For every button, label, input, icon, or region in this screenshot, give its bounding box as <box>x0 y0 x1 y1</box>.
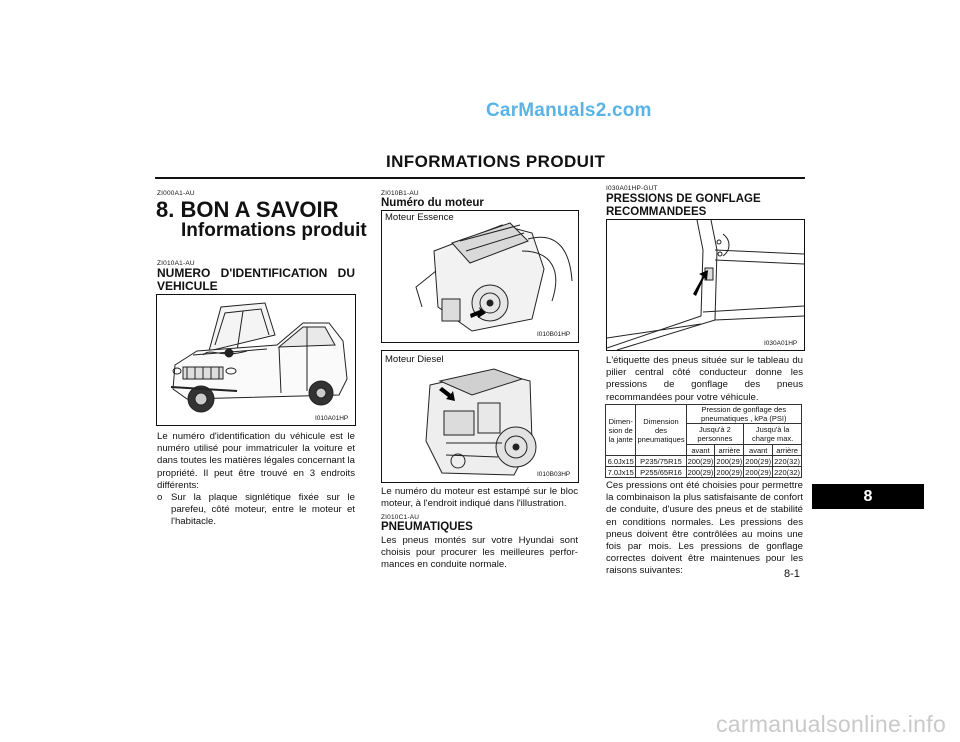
col-front-header: avant <box>686 445 715 456</box>
petrol-engine-label: Moteur Essence <box>385 212 454 223</box>
petrol-engine-figure <box>381 210 579 343</box>
col-max-load-header: Jusqu'à la charge max. <box>744 424 802 445</box>
diesel-engine-figure-code: I010B03HP <box>537 471 571 478</box>
table-cell: 200(29) <box>716 456 743 466</box>
tires-paragraph: Les pneus montés sur votre Hyundai sont choisis pour procurer les meilleures perfor-mances en conduite normale. <box>381 535 578 571</box>
tires-heading: PNEUMATIQUES <box>381 521 473 533</box>
pressure-paragraph: Ces pressions ont été choisies pour permettre la combinaison la plus satisfaisante de confort de conduite, d'usure des pneus et de stabilité en conditions normales. Les pressions des pneus doivent être contrôlées au moins une fois par mois. Les pressions de gonflage correctes doivent être maintenues pour les raisons suivantes: <box>606 480 803 577</box>
diesel-engine-label: Moteur Diesel <box>385 354 444 365</box>
engine-paragraph: Le numéro du moteur est estampé sur le bloc moteur, à l'endroit indiqué dans l'illustration. <box>381 486 578 510</box>
table-cell: 200(29) <box>687 467 714 477</box>
watermark-carmanualsonline: carmanualsonline.info <box>716 711 947 737</box>
col-two-persons-header: Jusqu'à 2 personnes <box>686 424 744 445</box>
col-rear-header: arrière <box>715 445 744 456</box>
col-front-header: avant <box>744 445 773 456</box>
table-cell: 7.0Jx15 <box>606 467 636 478</box>
col-pressure-header: Pression de gonflage des pneumatiques , kPa (PSI) <box>686 405 801 424</box>
section-code: ZI000A1-AU <box>157 190 195 197</box>
section-title: 8. BON A SAVOIR <box>156 197 339 222</box>
table-row <box>606 467 802 478</box>
petrol-engine-illustration <box>382 211 578 342</box>
chapter-tab[interactable]: 8 <box>812 484 924 509</box>
table-cell: 6.0Jx15 <box>606 456 636 467</box>
vin-location-bullet: Sur la plaque signlétique fixée sur le parefeu, côté moteur, entre le moteur et l'habitacle. <box>171 492 355 528</box>
b-pillar-illustration <box>607 220 804 350</box>
diesel-engine-illustration <box>382 351 578 482</box>
col-rim-dimension-header: Dimen-sion de la jante <box>606 405 636 456</box>
tire-pressure-table <box>605 404 802 478</box>
pressure-heading-line2: RECOMMANDEES <box>606 206 707 218</box>
tires-code: ZI010C1-AU <box>381 514 420 521</box>
table-cell: 220(32) <box>774 456 800 466</box>
section-subtitle: Informations produit <box>181 220 367 241</box>
diesel-engine-figure <box>381 350 579 483</box>
pillar-figure-code: I030A01HP <box>764 340 798 347</box>
page-header: INFORMATIONS PRODUIT <box>386 152 606 171</box>
page-number: 8-1 <box>784 568 800 580</box>
table-cell: 200(29) <box>745 467 772 477</box>
label-location-arrow <box>693 270 708 296</box>
vehicle-figure-code: I010A01HP <box>315 415 349 422</box>
vehicle-hood-open-illustration <box>157 295 355 425</box>
pressure-heading-line1: PRESSIONS DE GONFLAGE <box>606 193 761 205</box>
pressure-code: I030A01HP-GUT <box>606 185 658 192</box>
vin-code: ZI010A1-AU <box>157 260 195 267</box>
petrol-engine-figure-code: I010B01HP <box>537 331 571 338</box>
header-rule <box>155 177 805 179</box>
vin-heading-line1: NUMERO D'IDENTIFICATION DU <box>157 266 355 280</box>
table-cell: 200(29) <box>716 467 743 477</box>
vin-paragraph: Le numéro d'identification du véhicule est le numéro utilisé pour immatriculer la voiture et dans toutes les matières légales concernant la propriété. Il peut être trouvé en 3 endroits différents: <box>157 431 355 491</box>
table-cell: 200(29) <box>745 456 772 466</box>
table-cell: P235/75R15 <box>636 456 686 467</box>
col-rear-header: arrière <box>773 445 802 456</box>
table-cell: 200(29) <box>687 456 714 466</box>
table-row <box>606 456 802 467</box>
vehicle-figure <box>156 294 356 426</box>
pillar-label-figure <box>606 219 805 351</box>
bullet-marker: o <box>157 492 163 503</box>
tire-label-paragraph: L'étiquette des pneus située sur le tableau du pilier central côté conducteur donne les pressions de gonflage des pneus recommandées pour votre véhicule. <box>606 355 803 403</box>
engine-heading: Numéro du moteur <box>381 197 484 209</box>
col-tire-size-header: Dimension des pneumatiques <box>636 405 686 456</box>
table-cell: 220(32) <box>774 467 800 477</box>
watermark-carmanuals2: CarManuals2.com <box>486 100 652 121</box>
engine-code: ZI010B1-AU <box>381 190 419 197</box>
vin-heading-line2: VEHICULE <box>157 279 218 293</box>
table-cell: P255/65R16 <box>636 467 686 478</box>
